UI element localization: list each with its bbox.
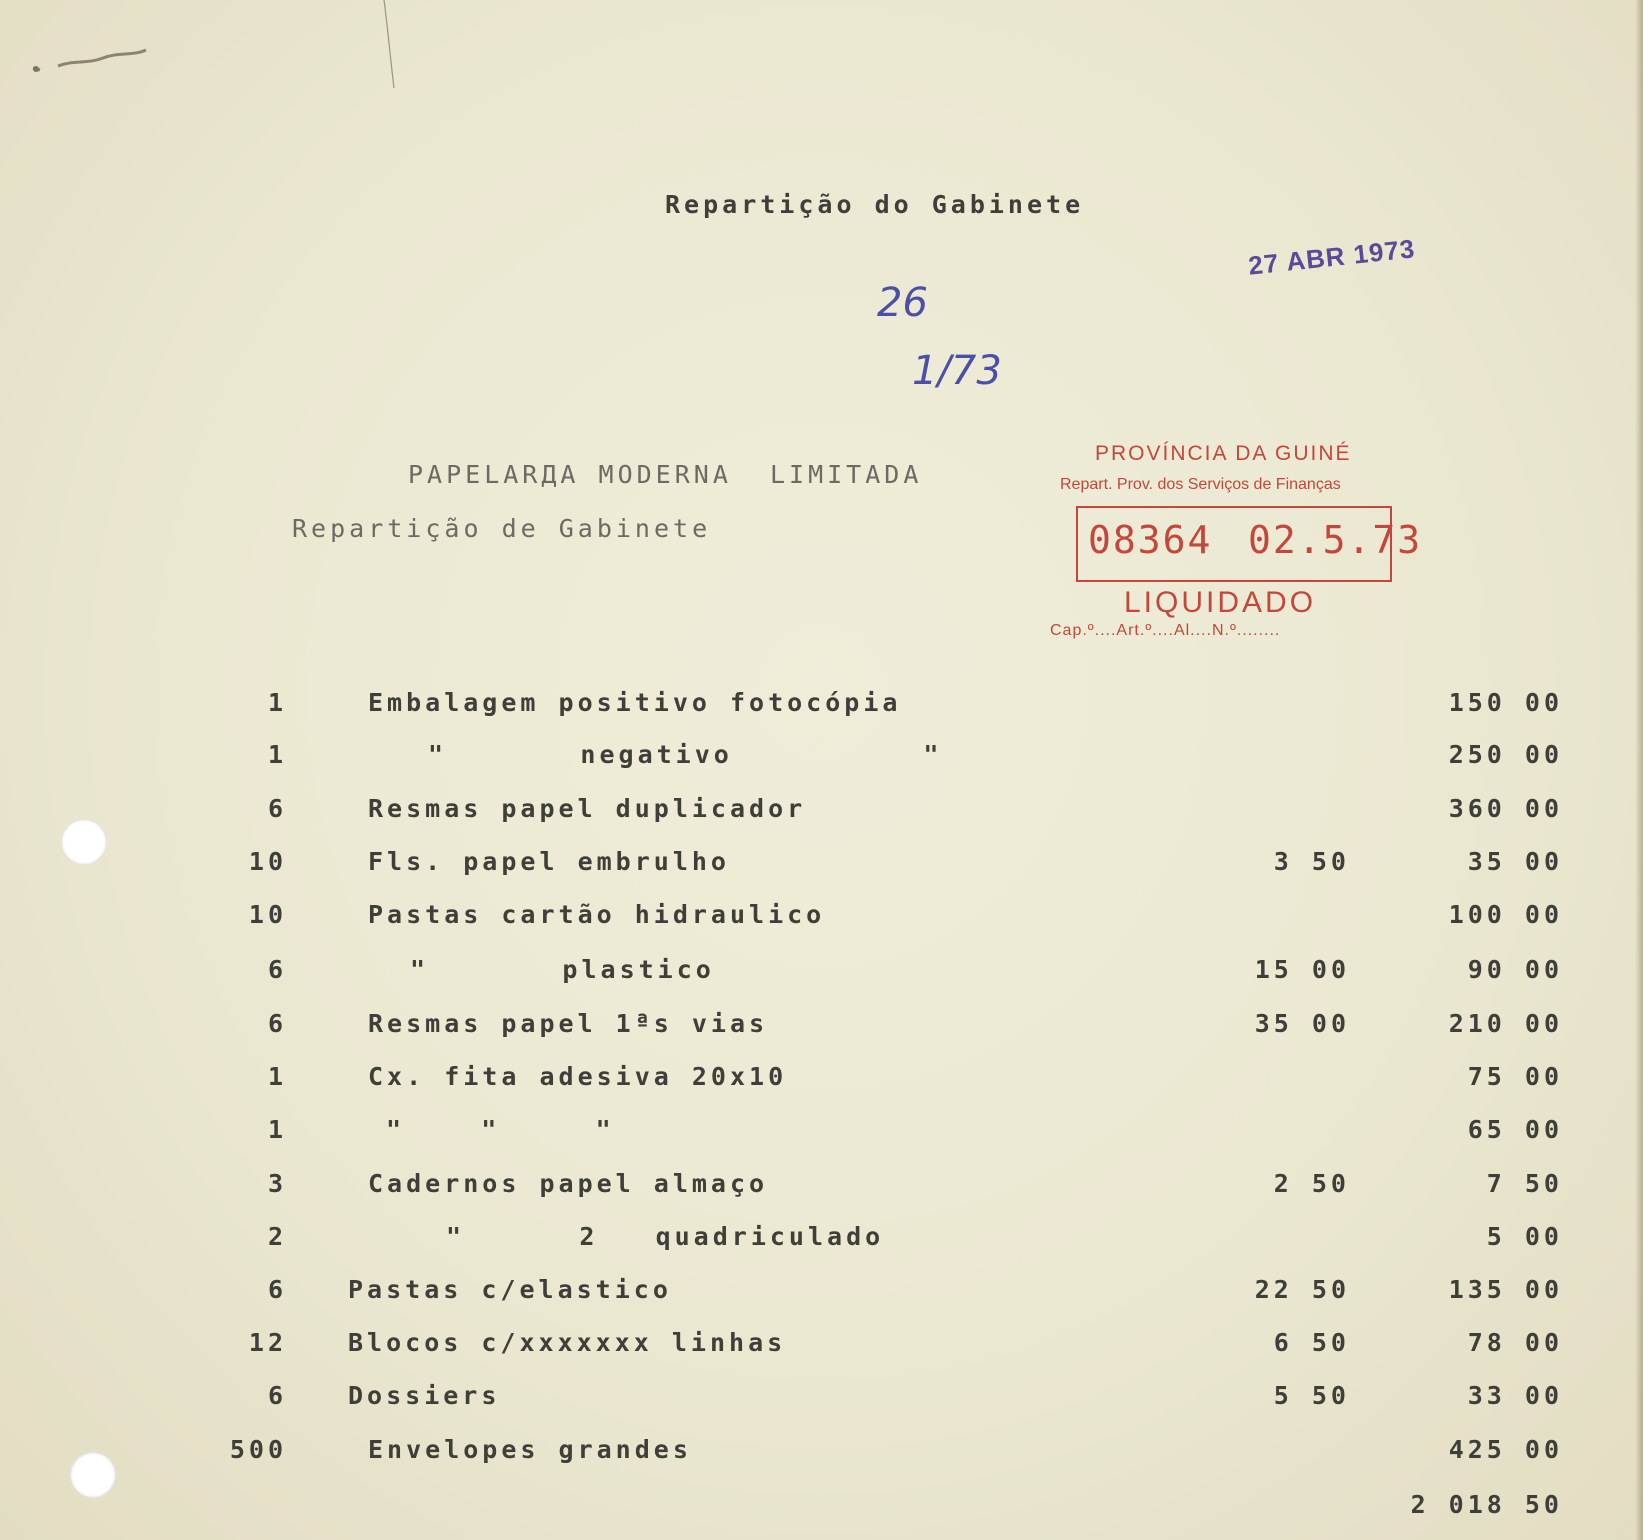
row-description: Pastas c/elastico — [348, 1275, 672, 1304]
row-total: 150 00 — [1448, 688, 1563, 717]
table-row — [0, 1169, 1643, 1209]
row-total: 90 00 — [1467, 955, 1563, 984]
table-row — [0, 955, 1643, 995]
row-description: " plastico — [410, 955, 715, 984]
supplier-department: Repartição de Gabinete — [292, 514, 712, 543]
row-total: 75 00 — [1467, 1062, 1563, 1091]
row-quantity: 1 — [267, 688, 287, 717]
row-total: 35 00 — [1467, 847, 1563, 876]
row-total: 210 00 — [1448, 1009, 1563, 1038]
handwritten-number: 26 — [877, 280, 928, 326]
received-date-stamp: 27 ABR 1973 — [1246, 233, 1417, 281]
row-description: Cadernos papel almaço — [368, 1169, 769, 1198]
corner-smudge — [28, 40, 158, 90]
row-quantity: 1 — [267, 1115, 287, 1144]
row-quantity: 6 — [267, 794, 287, 823]
row-description: Cx. fita adesiva 20x10 — [368, 1062, 788, 1091]
row-total: 250 00 — [1448, 740, 1563, 769]
row-total: 78 00 — [1467, 1328, 1563, 1357]
table-row — [0, 1328, 1643, 1368]
row-description: Pastas cartão hidraulico — [368, 900, 826, 929]
table-row — [0, 1062, 1643, 1102]
stamp-date: 02.5.73 — [1248, 518, 1423, 562]
row-description: " negativo " — [428, 740, 943, 769]
table-row — [0, 794, 1643, 834]
stamp-number-box — [1076, 506, 1423, 582]
row-unit-price: 2 50 — [1273, 1169, 1350, 1198]
table-row — [0, 1275, 1643, 1315]
row-quantity: 6 — [267, 1009, 287, 1038]
stamp-status: LIQUIDADO — [1124, 586, 1317, 619]
row-description: Fls. papel embrulho — [368, 847, 730, 876]
finance-stamp — [1050, 438, 1423, 648]
row-quantity: 6 — [267, 1381, 287, 1410]
row-description: " 2 quadriculado — [446, 1222, 885, 1251]
table-row — [0, 1009, 1643, 1049]
row-total: 135 00 — [1448, 1275, 1563, 1304]
row-quantity: 6 — [267, 955, 287, 984]
row-unit-price: 3 50 — [1273, 847, 1350, 876]
table-row — [0, 1115, 1643, 1155]
row-description: Blocos c/xxxxxxx linhas — [348, 1328, 787, 1357]
row-quantity: 1 — [267, 1062, 287, 1091]
row-total: 65 00 — [1467, 1115, 1563, 1144]
row-total: 5 00 — [1486, 1222, 1563, 1251]
row-unit-price: 6 50 — [1273, 1328, 1350, 1357]
page-title: Repartição do Gabinete — [665, 190, 1085, 219]
supplier-name: PAPELARДA MODERNA LIMITADA — [408, 460, 923, 489]
stamp-province: PROVÍNCIA DA GUINÉ — [1095, 442, 1352, 465]
row-quantity: 6 — [267, 1275, 287, 1304]
row-quantity: 3 — [267, 1169, 287, 1198]
table-row — [0, 1435, 1643, 1475]
row-unit-price: 22 50 — [1254, 1275, 1350, 1304]
row-total: 100 00 — [1448, 900, 1563, 929]
row-description: " " " — [386, 1115, 615, 1144]
stamp-department: Repart. Prov. dos Serviços de Finanças — [1060, 476, 1341, 493]
row-description: Resmas papel 1ªs vias — [368, 1009, 769, 1038]
row-total: 33 00 — [1467, 1381, 1563, 1410]
row-quantity: 1 — [267, 740, 287, 769]
row-quantity: 500 — [229, 1435, 287, 1464]
table-row — [0, 1381, 1643, 1421]
row-quantity: 10 — [248, 847, 287, 876]
handwritten-reference: 1/73 — [912, 348, 1002, 394]
row-description: Dossiers — [348, 1381, 501, 1410]
row-quantity: 10 — [248, 900, 287, 929]
row-description: Envelopes grandes — [368, 1435, 692, 1464]
row-description: Embalagem positivo fotocópia — [368, 688, 902, 717]
table-row — [0, 1222, 1643, 1262]
table-row — [0, 688, 1643, 728]
row-unit-price: 5 50 — [1273, 1381, 1350, 1410]
row-total: 360 00 — [1448, 794, 1563, 823]
table-row — [0, 900, 1643, 940]
row-quantity: 12 — [248, 1328, 287, 1357]
grand-total: 2 018 50 — [1410, 1490, 1563, 1519]
row-total: 7 50 — [1486, 1169, 1563, 1198]
row-unit-price: 35 00 — [1254, 1009, 1350, 1038]
stamp-footer: Cap.º....Art.º....Al....N.º........ — [1050, 622, 1281, 639]
table-row — [0, 847, 1643, 887]
grand-total-row — [0, 1490, 1643, 1530]
stamp-number: 08364 — [1088, 518, 1213, 562]
row-quantity: 2 — [267, 1222, 287, 1251]
scratch-line — [380, 0, 400, 90]
row-total: 425 00 — [1448, 1435, 1563, 1464]
row-unit-price: 15 00 — [1254, 955, 1350, 984]
table-row — [0, 740, 1643, 780]
row-description: Resmas papel duplicador — [368, 794, 807, 823]
